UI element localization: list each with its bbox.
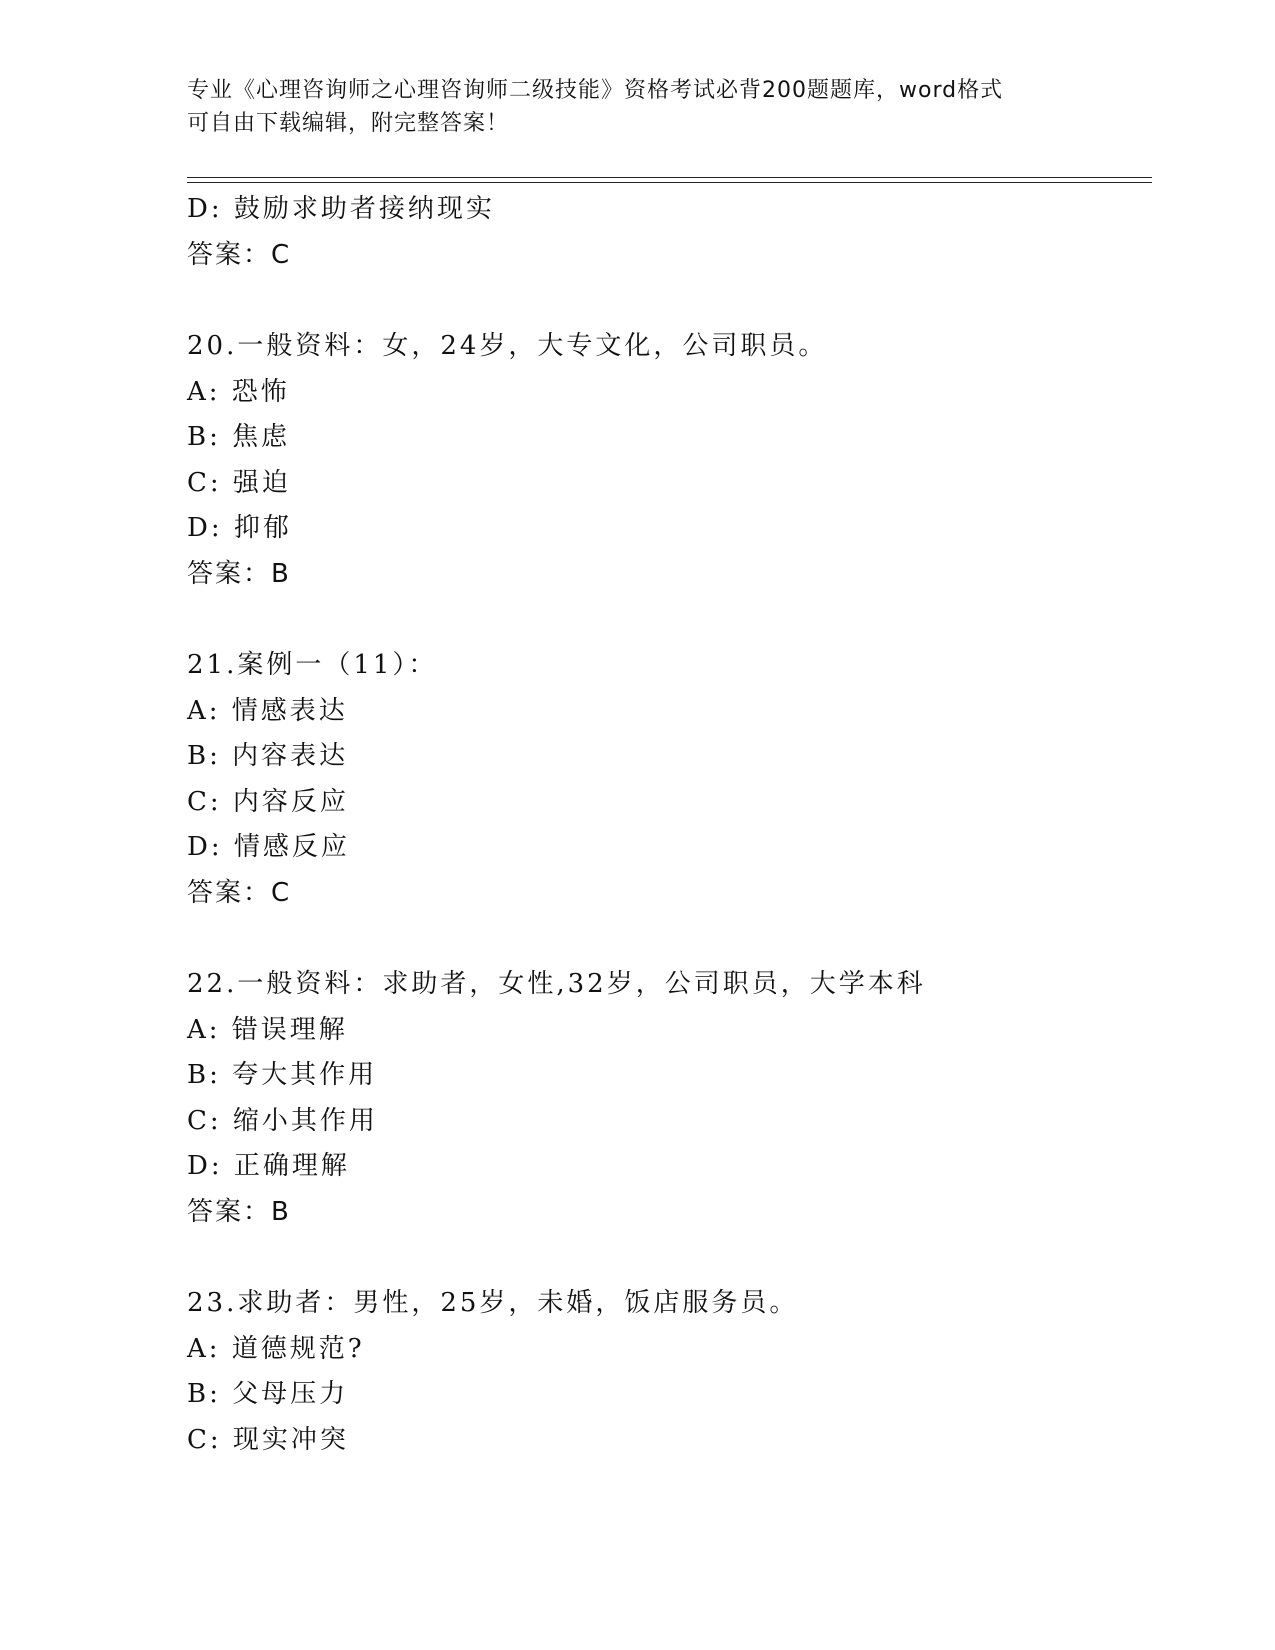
question-block xyxy=(187,324,1147,597)
option-text: C: 内容反应 xyxy=(187,786,349,817)
option-text: A: 错误理解 xyxy=(187,1014,348,1045)
option-text: C: 强迫 xyxy=(187,467,291,498)
option-text: A: 恐怖 xyxy=(187,376,290,407)
block-spacer xyxy=(187,597,1147,643)
option-text: B: 内容表达 xyxy=(187,741,349,771)
question-list xyxy=(187,187,1147,1463)
option-text: B: 焦虑 xyxy=(187,422,291,452)
option-text: D: 正确理解 xyxy=(187,1151,350,1181)
answer-text: 答案：B xyxy=(187,1196,291,1227)
question-block xyxy=(187,962,1147,1235)
option-text: A: 道德规范? xyxy=(187,1333,365,1364)
option-text: A: 情感表达 xyxy=(187,695,348,726)
option-text: D: 鼓励求助者接纳现实 xyxy=(187,194,495,224)
question-text: 22.一般资料：求助者，女性,32岁，公司职员，大学本科 xyxy=(187,969,926,999)
option-text: D: 抑郁 xyxy=(187,513,292,543)
option-text: C: 缩小其作用 xyxy=(187,1105,378,1136)
question-block xyxy=(187,187,1147,278)
option-text: D: 情感反应 xyxy=(187,832,350,862)
answer-text: 答案：C xyxy=(187,877,292,908)
question-block xyxy=(187,643,1147,916)
block-spacer xyxy=(187,278,1147,324)
header-divider-top xyxy=(187,177,1152,178)
block-spacer xyxy=(187,916,1147,962)
answer-text: 答案：B xyxy=(187,558,291,589)
option-text: B: 父母压力 xyxy=(187,1379,349,1409)
header-line-2: 可自由下载编辑，附完整答案！ xyxy=(187,111,510,136)
option-text: B: 夸大其作用 xyxy=(187,1060,378,1090)
question-text: 23.求助者：男性，25岁，未婚，饭店服务员。 xyxy=(187,1288,799,1318)
header-line-1: 专业《心理咨询师之心理咨询师二级技能》资格考试必背200题题库，word格式 xyxy=(187,78,1004,103)
header-divider-bottom xyxy=(187,182,1152,183)
block-spacer xyxy=(187,1235,1147,1281)
question-text: 21.案例一（11）： xyxy=(187,650,438,680)
document-header xyxy=(187,74,1087,140)
answer-text: 答案：C xyxy=(187,239,292,270)
question-text: 20.一般资料：女，24岁，大专文化，公司职员。 xyxy=(187,331,828,361)
option-text: C: 现实冲突 xyxy=(187,1424,349,1455)
question-block xyxy=(187,1281,1147,1463)
